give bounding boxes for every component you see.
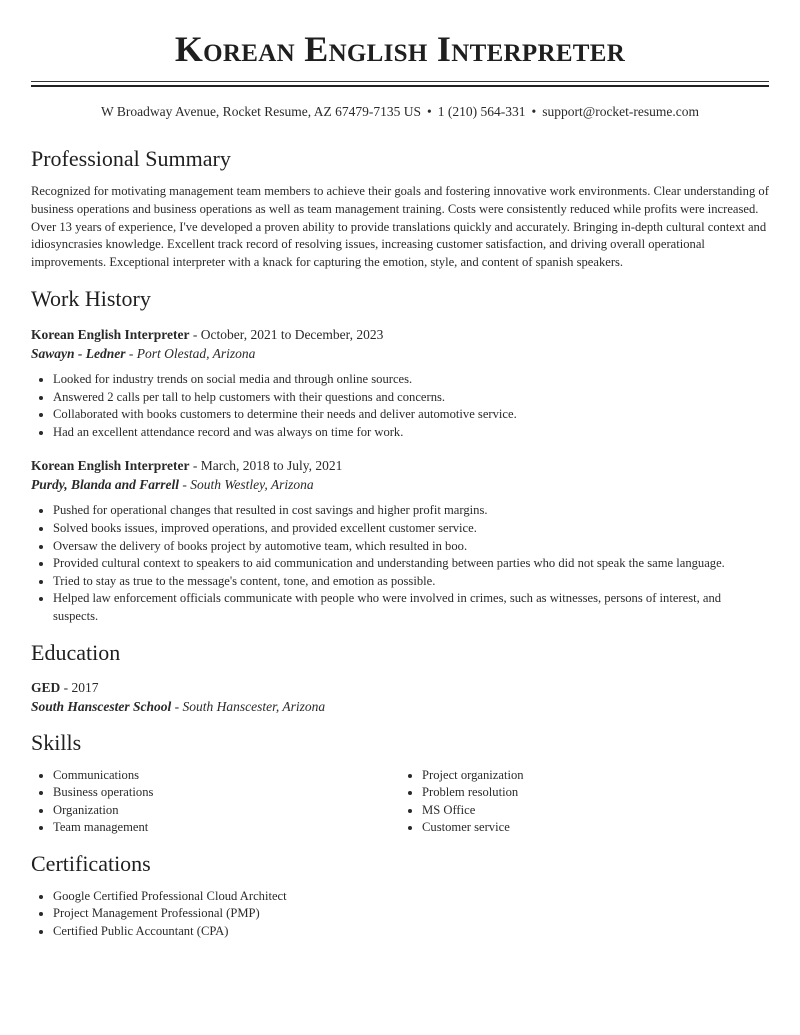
section-title-summary: Professional Summary bbox=[31, 146, 231, 171]
job-title: Korean English Interpreter bbox=[31, 326, 190, 342]
skills-left-column bbox=[31, 767, 400, 837]
school-name: South Hanscester School bbox=[31, 698, 172, 714]
job-title-line bbox=[31, 326, 769, 344]
skill-item: • Problem resolution bbox=[422, 784, 769, 802]
skill-item: • Team management bbox=[53, 819, 400, 837]
job-bullets bbox=[31, 502, 769, 625]
list-item: • Answered 2 calls per tall to help customers with their questions and concerns. bbox=[53, 389, 769, 407]
employer-line bbox=[31, 345, 769, 363]
contact-line bbox=[31, 103, 769, 121]
employer-line bbox=[31, 476, 769, 494]
skill-item: • Project organization bbox=[422, 767, 769, 785]
degree: GED bbox=[31, 679, 61, 695]
employer-location: South Westley, Arizona bbox=[190, 477, 314, 493]
list-item: • Collaborated with books customers to determine their needs and deliver automotive service. bbox=[53, 406, 769, 424]
dash: - bbox=[189, 458, 201, 474]
list-item: • Solved books issues, improved operations, and provided excellent customer service. bbox=[53, 520, 769, 538]
candidate-name: Korean English Interpreter bbox=[174, 29, 626, 69]
dash: - bbox=[179, 477, 191, 493]
education-entry bbox=[31, 679, 769, 716]
contact-address: W Broadway Avenue, Rocket Resume, AZ 67479-7135 US bbox=[100, 104, 422, 119]
school-location: South Hanscester, Arizona bbox=[182, 698, 326, 714]
skill-item: • Organization bbox=[53, 802, 400, 820]
school-line bbox=[31, 698, 769, 716]
list-item: • Provided cultural context to speakers to aid communication and understanding between parties who did not speak the same language. bbox=[53, 555, 769, 573]
section-title-certifications: Certifications bbox=[31, 850, 151, 876]
list-item: • Helped law enforcement officials communicate with people who were involved in crimes, such as witnesses, persons of interest, and suspects. bbox=[53, 590, 769, 625]
header-rule-thin bbox=[31, 81, 769, 82]
job-dates: October, 2021 to December, 2023 bbox=[200, 326, 384, 342]
dash: - bbox=[189, 326, 201, 342]
employer-location: Port Olestad, Arizona bbox=[136, 345, 256, 361]
job-dates: March, 2018 to July, 2021 bbox=[200, 458, 343, 474]
section-title-skills: Skills bbox=[31, 729, 82, 755]
certifications-list bbox=[31, 888, 769, 941]
contact-email: support@rocket-resume.com bbox=[542, 104, 700, 119]
employer-name: Sawayn - Ledner bbox=[31, 345, 126, 361]
certification-item: • Certified Public Accountant (CPA) bbox=[53, 923, 769, 941]
section-title-education: Education bbox=[31, 639, 121, 665]
header-rule-thick bbox=[31, 85, 769, 87]
dash: - bbox=[125, 345, 137, 361]
list-item: • Had an excellent attendance record and was always on time for work. bbox=[53, 424, 769, 442]
job-title: Korean English Interpreter bbox=[31, 458, 190, 474]
contact-separator: • bbox=[531, 104, 537, 119]
skills-columns bbox=[31, 767, 769, 837]
contact-separator: • bbox=[427, 104, 432, 119]
list-item: • Oversaw the delivery of books project by automotive team, which resulted in boo. bbox=[53, 538, 769, 556]
certification-item: • Google Certified Professional Cloud Architect bbox=[53, 888, 769, 906]
skill-item: • Communications bbox=[53, 767, 400, 785]
list-item: • Pushed for operational changes that resulted in cost savings and higher profit margins. bbox=[53, 502, 769, 520]
skill-item: • Customer service bbox=[422, 819, 769, 837]
dash: - bbox=[60, 679, 72, 695]
skill-item: • MS Office bbox=[422, 802, 769, 820]
job-title-line bbox=[31, 457, 769, 475]
job-entry bbox=[31, 457, 769, 625]
section-title-work-history: Work History bbox=[31, 285, 151, 311]
job-entry bbox=[31, 326, 769, 441]
contact-phone: 1 (210) 564-331 bbox=[437, 104, 526, 119]
dash: - bbox=[171, 698, 183, 714]
list-item: • Looked for industry trends on social media and through online sources. bbox=[53, 371, 769, 389]
summary-text: Recognized for motivating management team members to achieve their goals and fostering innovative work environments. Clear understanding of business operations and business operations as well as team management training. Costs were consistently reduced while profits were increased. Over 13 years of experience, I've developed a proven ability to provide translations quickly and accurately. Bringing in-depth cultural context and idiosyncrasies knowledge. Excellent track record of resolving issues, increasing customer satisfaction, and driving overall operational improvements. Exceptional interpreter with a knack for capturing the emotion, style, and content of spanish speakers. bbox=[31, 184, 769, 270]
degree-year: 2017 bbox=[71, 679, 99, 695]
list-item: • Tried to stay as true to the message's content, tone, and emotion as possible. bbox=[53, 573, 769, 591]
certification-item: • Project Management Professional (PMP) bbox=[53, 905, 769, 923]
skills-right-column bbox=[400, 767, 769, 837]
employer-name: Purdy, Blanda and Farrell bbox=[31, 477, 180, 493]
skill-item: • Business operations bbox=[53, 784, 400, 802]
degree-line bbox=[31, 679, 769, 697]
job-bullets bbox=[31, 371, 769, 441]
